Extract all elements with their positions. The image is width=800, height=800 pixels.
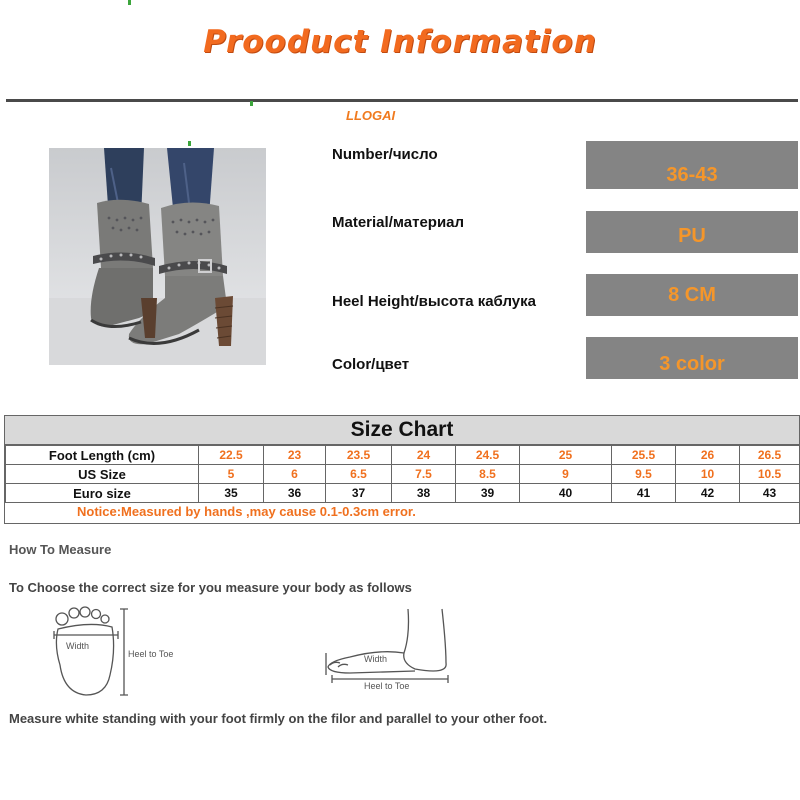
table-cell: 41 bbox=[612, 484, 676, 503]
table-cell: 25 bbox=[520, 446, 612, 465]
table-cell: 40 bbox=[520, 484, 612, 503]
spec-value-box bbox=[586, 337, 798, 379]
how-to-measure-heading: How To Measure bbox=[9, 542, 112, 557]
table-cell: 26 bbox=[676, 446, 740, 465]
spec-label-number: Number/число bbox=[332, 146, 438, 163]
toe-icon bbox=[56, 613, 68, 625]
size-chart-table bbox=[5, 445, 800, 503]
table-cell: 35 bbox=[199, 484, 264, 503]
row-label-euro-size: Euro size bbox=[6, 484, 199, 503]
product-photo bbox=[49, 148, 266, 365]
table-cell: 37 bbox=[326, 484, 392, 503]
table-cell: 25.5 bbox=[612, 446, 676, 465]
spec-label-material: Material/материал bbox=[332, 214, 465, 231]
size-chart bbox=[4, 415, 800, 524]
width-label: Width bbox=[364, 654, 388, 664]
toe-icon bbox=[80, 607, 90, 617]
table-row bbox=[6, 465, 800, 484]
table-cell: 24.5 bbox=[456, 446, 520, 465]
table-cell: 9.5 bbox=[612, 465, 676, 484]
ankle-outline-icon bbox=[404, 609, 446, 671]
measure-instruction: Measure white standing with your foot firmly on the filor and parallel to your other foot. bbox=[9, 711, 548, 726]
spec-value-box bbox=[586, 141, 798, 189]
decor-mark bbox=[128, 0, 131, 5]
toe-icon bbox=[92, 610, 101, 619]
ankle-boot-photo bbox=[49, 148, 266, 365]
table-cell: 24 bbox=[392, 446, 456, 465]
foot-top-view-diagram bbox=[50, 605, 200, 700]
page-title: Prooduct Information bbox=[203, 24, 597, 60]
foot-side-view-diagram bbox=[320, 605, 460, 695]
table-row bbox=[6, 446, 800, 465]
toe-icon bbox=[101, 615, 109, 623]
table-cell: 43 bbox=[740, 484, 800, 503]
spec-value-color: 3 color bbox=[659, 352, 725, 375]
row-label-us-size: US Size bbox=[6, 465, 199, 484]
table-cell: 39 bbox=[456, 484, 520, 503]
title-divider bbox=[6, 99, 798, 102]
measure-intro: To Choose the correct size for you measure your body as follows bbox=[9, 580, 412, 595]
table-cell: 10 bbox=[676, 465, 740, 484]
width-label: Width bbox=[66, 641, 90, 651]
spec-value-box bbox=[586, 274, 798, 316]
table-cell: 23.5 bbox=[326, 446, 392, 465]
table-cell: 6.5 bbox=[326, 465, 392, 484]
table-cell: 10.5 bbox=[740, 465, 800, 484]
table-cell: 23 bbox=[264, 446, 326, 465]
table-cell: 7.5 bbox=[392, 465, 456, 484]
spec-label-color: Color/цвет bbox=[332, 356, 410, 373]
row-label-foot-length: Foot Length (cm) bbox=[6, 446, 199, 465]
table-cell: 22.5 bbox=[199, 446, 264, 465]
table-cell: 5 bbox=[199, 465, 264, 484]
decor-mark bbox=[250, 101, 253, 106]
table-row bbox=[6, 484, 800, 503]
table-cell: 8.5 bbox=[456, 465, 520, 484]
table-cell: 42 bbox=[676, 484, 740, 503]
table-cell: 6 bbox=[264, 465, 326, 484]
decor-mark bbox=[188, 141, 191, 146]
size-chart-title: Size Chart bbox=[5, 416, 799, 445]
toe-icon bbox=[69, 608, 79, 618]
heel-to-toe-label: Heel to Toe bbox=[128, 649, 174, 659]
spec-value-material: PU bbox=[678, 224, 706, 247]
spec-value-number: 36-43 bbox=[666, 163, 718, 186]
table-cell: 36 bbox=[264, 484, 326, 503]
spec-value-box bbox=[586, 211, 798, 253]
table-cell: 26.5 bbox=[740, 446, 800, 465]
brand-logo: LLOGAI bbox=[346, 108, 396, 123]
spec-value-heel-height: 8 CM bbox=[668, 283, 716, 306]
size-chart-notice: Notice:Measured by hands ,may cause 0.1-0.3cm error. bbox=[77, 504, 416, 519]
spec-label-heel-height: Heel Height/высота каблука bbox=[332, 293, 536, 310]
table-cell: 38 bbox=[392, 484, 456, 503]
table-cell: 9 bbox=[520, 465, 612, 484]
heel-to-toe-label: Heel to Toe bbox=[364, 681, 410, 691]
